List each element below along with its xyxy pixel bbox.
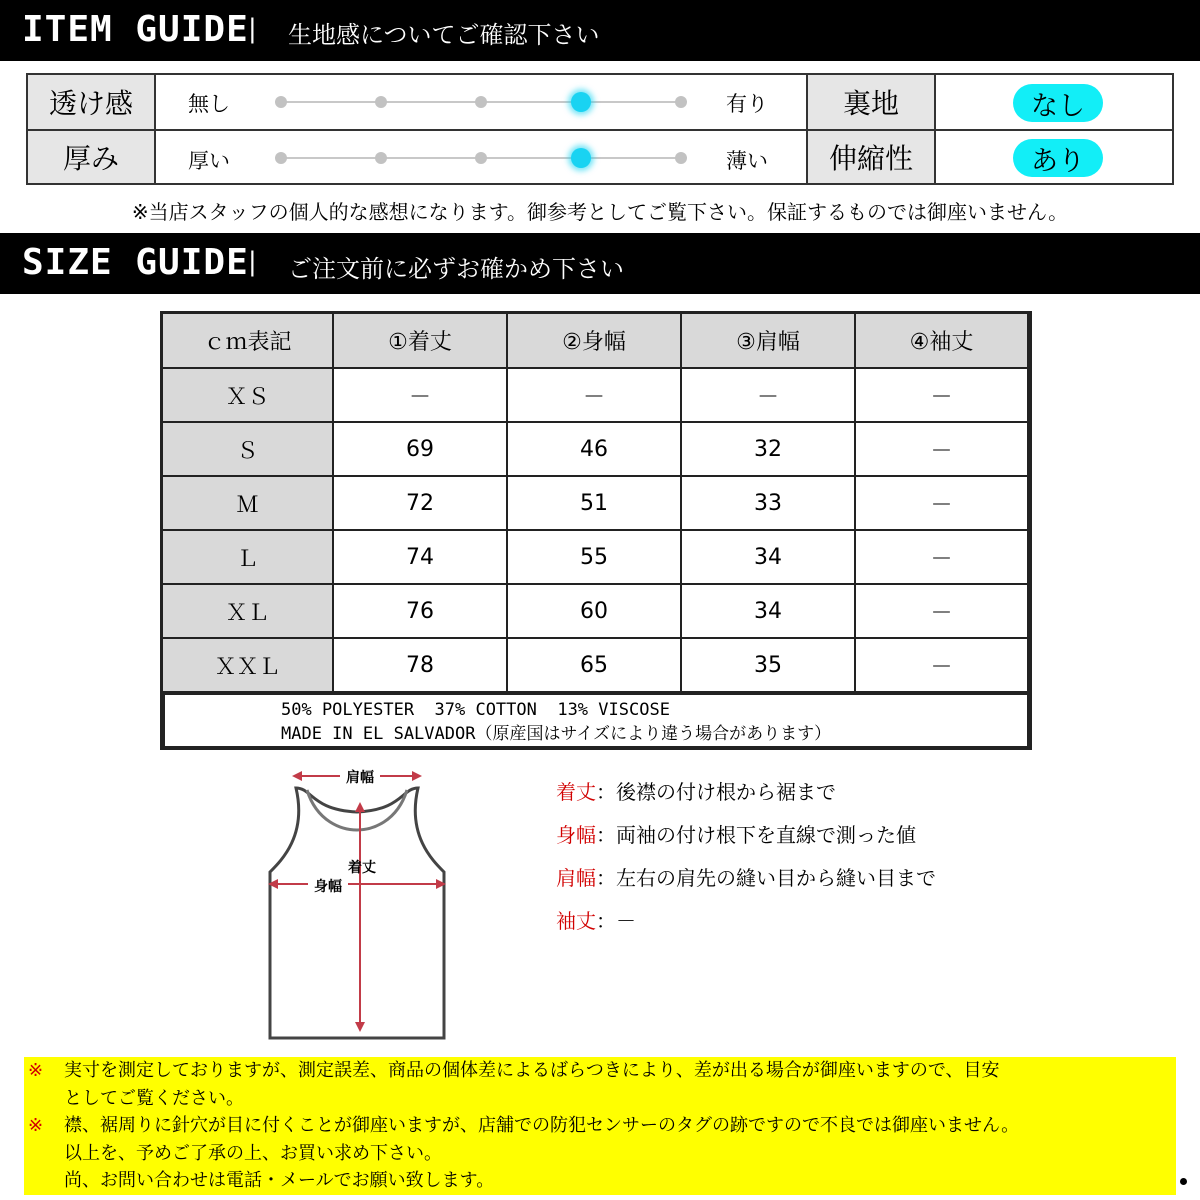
table-cell: －	[508, 369, 680, 421]
table-header-cell: ④袖丈	[856, 314, 1027, 367]
sheerness-max-label: 有り	[726, 92, 768, 116]
item-guide-subtitle: 生地感についてご確認下さい	[288, 21, 600, 49]
size-table	[160, 311, 1032, 750]
diagram-width-label: 身幅	[314, 879, 342, 895]
corner-dot	[1180, 1178, 1187, 1185]
definition-item	[556, 776, 936, 819]
thickness-scale-dot	[475, 152, 487, 164]
thickness-scale-dot	[675, 152, 687, 164]
shoulder-arrow-right	[412, 771, 422, 781]
table-cell: 69	[334, 423, 506, 475]
sheerness-scale-dot	[675, 96, 687, 108]
disclaimer-line: 以上を、予めご了承の上、お買い求め下さい。	[64, 1142, 442, 1164]
table-cell: 34	[682, 531, 854, 583]
table-cell: －	[856, 531, 1027, 583]
tank-top-outline	[270, 788, 444, 1038]
table-header-cell: ①着丈	[334, 314, 506, 367]
item-guide-title: ITEM GUIDE	[22, 9, 249, 50]
table-header-cell: ②身幅	[508, 314, 680, 367]
disclaimer-text: 襟、裾周りに針穴が目に付くことが御座いますが、店舗での防犯センサーのタグの跡ですので不良では御座いません。	[64, 1115, 1020, 1136]
tank-top-diagram	[262, 760, 452, 1045]
table-cell: 76	[334, 585, 506, 637]
sheerness-min-label: 無し	[188, 92, 230, 116]
size-guide-header	[0, 233, 1200, 294]
item-guide-header	[0, 0, 1200, 61]
item-guide-panel	[26, 73, 1174, 185]
definition-term: 着丈	[556, 780, 596, 804]
table-cell: 65	[508, 639, 680, 691]
disclaimer-text: 実寸を測定しておりますが、測定誤差、商品の個体差によるばらつきにより、差が出る場合が御座いますので、目安	[64, 1060, 1000, 1081]
fabric-info	[165, 695, 1027, 746]
table-cell: 72	[334, 477, 506, 529]
table-cell: 32	[682, 423, 854, 475]
table-cell: －	[856, 585, 1027, 637]
table-cell: 78	[334, 639, 506, 691]
table-size-label: ＸＬ	[163, 585, 332, 637]
header-separator: |	[248, 247, 257, 277]
table-cell: －	[334, 369, 506, 421]
table-cell: －	[856, 477, 1027, 529]
definition-term: 身幅	[556, 823, 596, 847]
disclaimer-line	[28, 1057, 1176, 1085]
stretch-label: 伸縮性	[806, 131, 936, 183]
table-size-label: Ｌ	[163, 531, 332, 583]
thickness-scale-selected-dot	[571, 148, 591, 168]
lining-value-badge: なし	[1013, 84, 1103, 122]
table-cell: 46	[508, 423, 680, 475]
sheerness-scale-dot	[375, 96, 387, 108]
table-cell: －	[856, 423, 1027, 475]
disclaimer-line: 尚、お問い合わせは電話・メールでお願い致します。	[64, 1170, 495, 1191]
header-separator: |	[248, 14, 257, 44]
measurement-definitions	[556, 776, 936, 948]
size-guide-subtitle: ご注文前に必ずお確かめ下さい	[288, 255, 624, 283]
thickness-min-label: 厚い	[188, 149, 230, 173]
sheerness-scale-dot	[275, 96, 287, 108]
thickness-scale-dot	[375, 152, 387, 164]
table-cell: 33	[682, 477, 854, 529]
lining-label: 裏地	[806, 75, 936, 129]
table-header-cell: ③肩幅	[682, 314, 854, 367]
item-guide-note: ※当店スタッフの個人的な感想になります。御参考としてご覧下さい。保証するものでは御座いません。	[131, 200, 1069, 224]
diagram-shoulder-label: 肩幅	[346, 770, 374, 786]
row-divider	[28, 129, 1172, 131]
sheerness-scale-selected-dot	[571, 92, 591, 112]
table-size-label: ＸＸＬ	[163, 639, 332, 691]
table-size-label: ＸＳ	[163, 369, 332, 421]
definition-item	[556, 819, 936, 862]
sheerness-label: 透け感	[28, 75, 156, 129]
definition-text: ：－	[596, 909, 636, 933]
definition-term: 肩幅	[556, 866, 596, 890]
disclaimer-mark: ※	[28, 1060, 44, 1081]
definition-text: ：左右の肩先の縫い目から縫い目まで	[596, 866, 936, 890]
table-cell: －	[856, 369, 1027, 421]
disclaimer-line	[28, 1112, 1176, 1140]
table-cell: 74	[334, 531, 506, 583]
stretch-value-badge: あり	[1013, 139, 1103, 177]
size-guide-title: SIZE GUIDE	[22, 242, 249, 283]
table-size-label: Ｍ	[163, 477, 332, 529]
table-cell: 35	[682, 639, 854, 691]
definition-text: ：後襟の付け根から裾まで	[596, 780, 836, 804]
diagram-length-label: 着丈	[348, 860, 376, 876]
table-cell: 55	[508, 531, 680, 583]
definition-term: 袖丈	[556, 909, 596, 933]
table-cell: －	[682, 369, 854, 421]
table-cell: 34	[682, 585, 854, 637]
thickness-scale-dot	[275, 152, 287, 164]
sheerness-scale-dot	[475, 96, 487, 108]
table-cell: 60	[508, 585, 680, 637]
table-cell: －	[856, 639, 1027, 691]
table-cell: 51	[508, 477, 680, 529]
thickness-label: 厚み	[28, 131, 156, 183]
definition-text: ：両袖の付け根下を直線で測った値	[596, 823, 916, 847]
table-header-cell: ｃｍ表記	[163, 314, 332, 367]
disclaimer-box	[24, 1057, 1176, 1195]
definition-item	[556, 862, 936, 905]
table-size-label: Ｓ	[163, 423, 332, 475]
fabric-composition: 50% POLYESTER 37% COTTON 13% VISCOSE	[281, 700, 670, 720]
definition-item	[556, 905, 936, 948]
thickness-max-label: 薄い	[726, 149, 768, 173]
length-arrow-top	[355, 802, 365, 812]
disclaimer-line: としてご覧ください。	[64, 1087, 244, 1109]
shoulder-arrow-left	[292, 771, 302, 781]
country-of-origin: MADE IN EL SALVADOR（原産国はサイズにより違う場合があります）	[281, 724, 832, 744]
disclaimer-mark: ※	[28, 1115, 44, 1136]
